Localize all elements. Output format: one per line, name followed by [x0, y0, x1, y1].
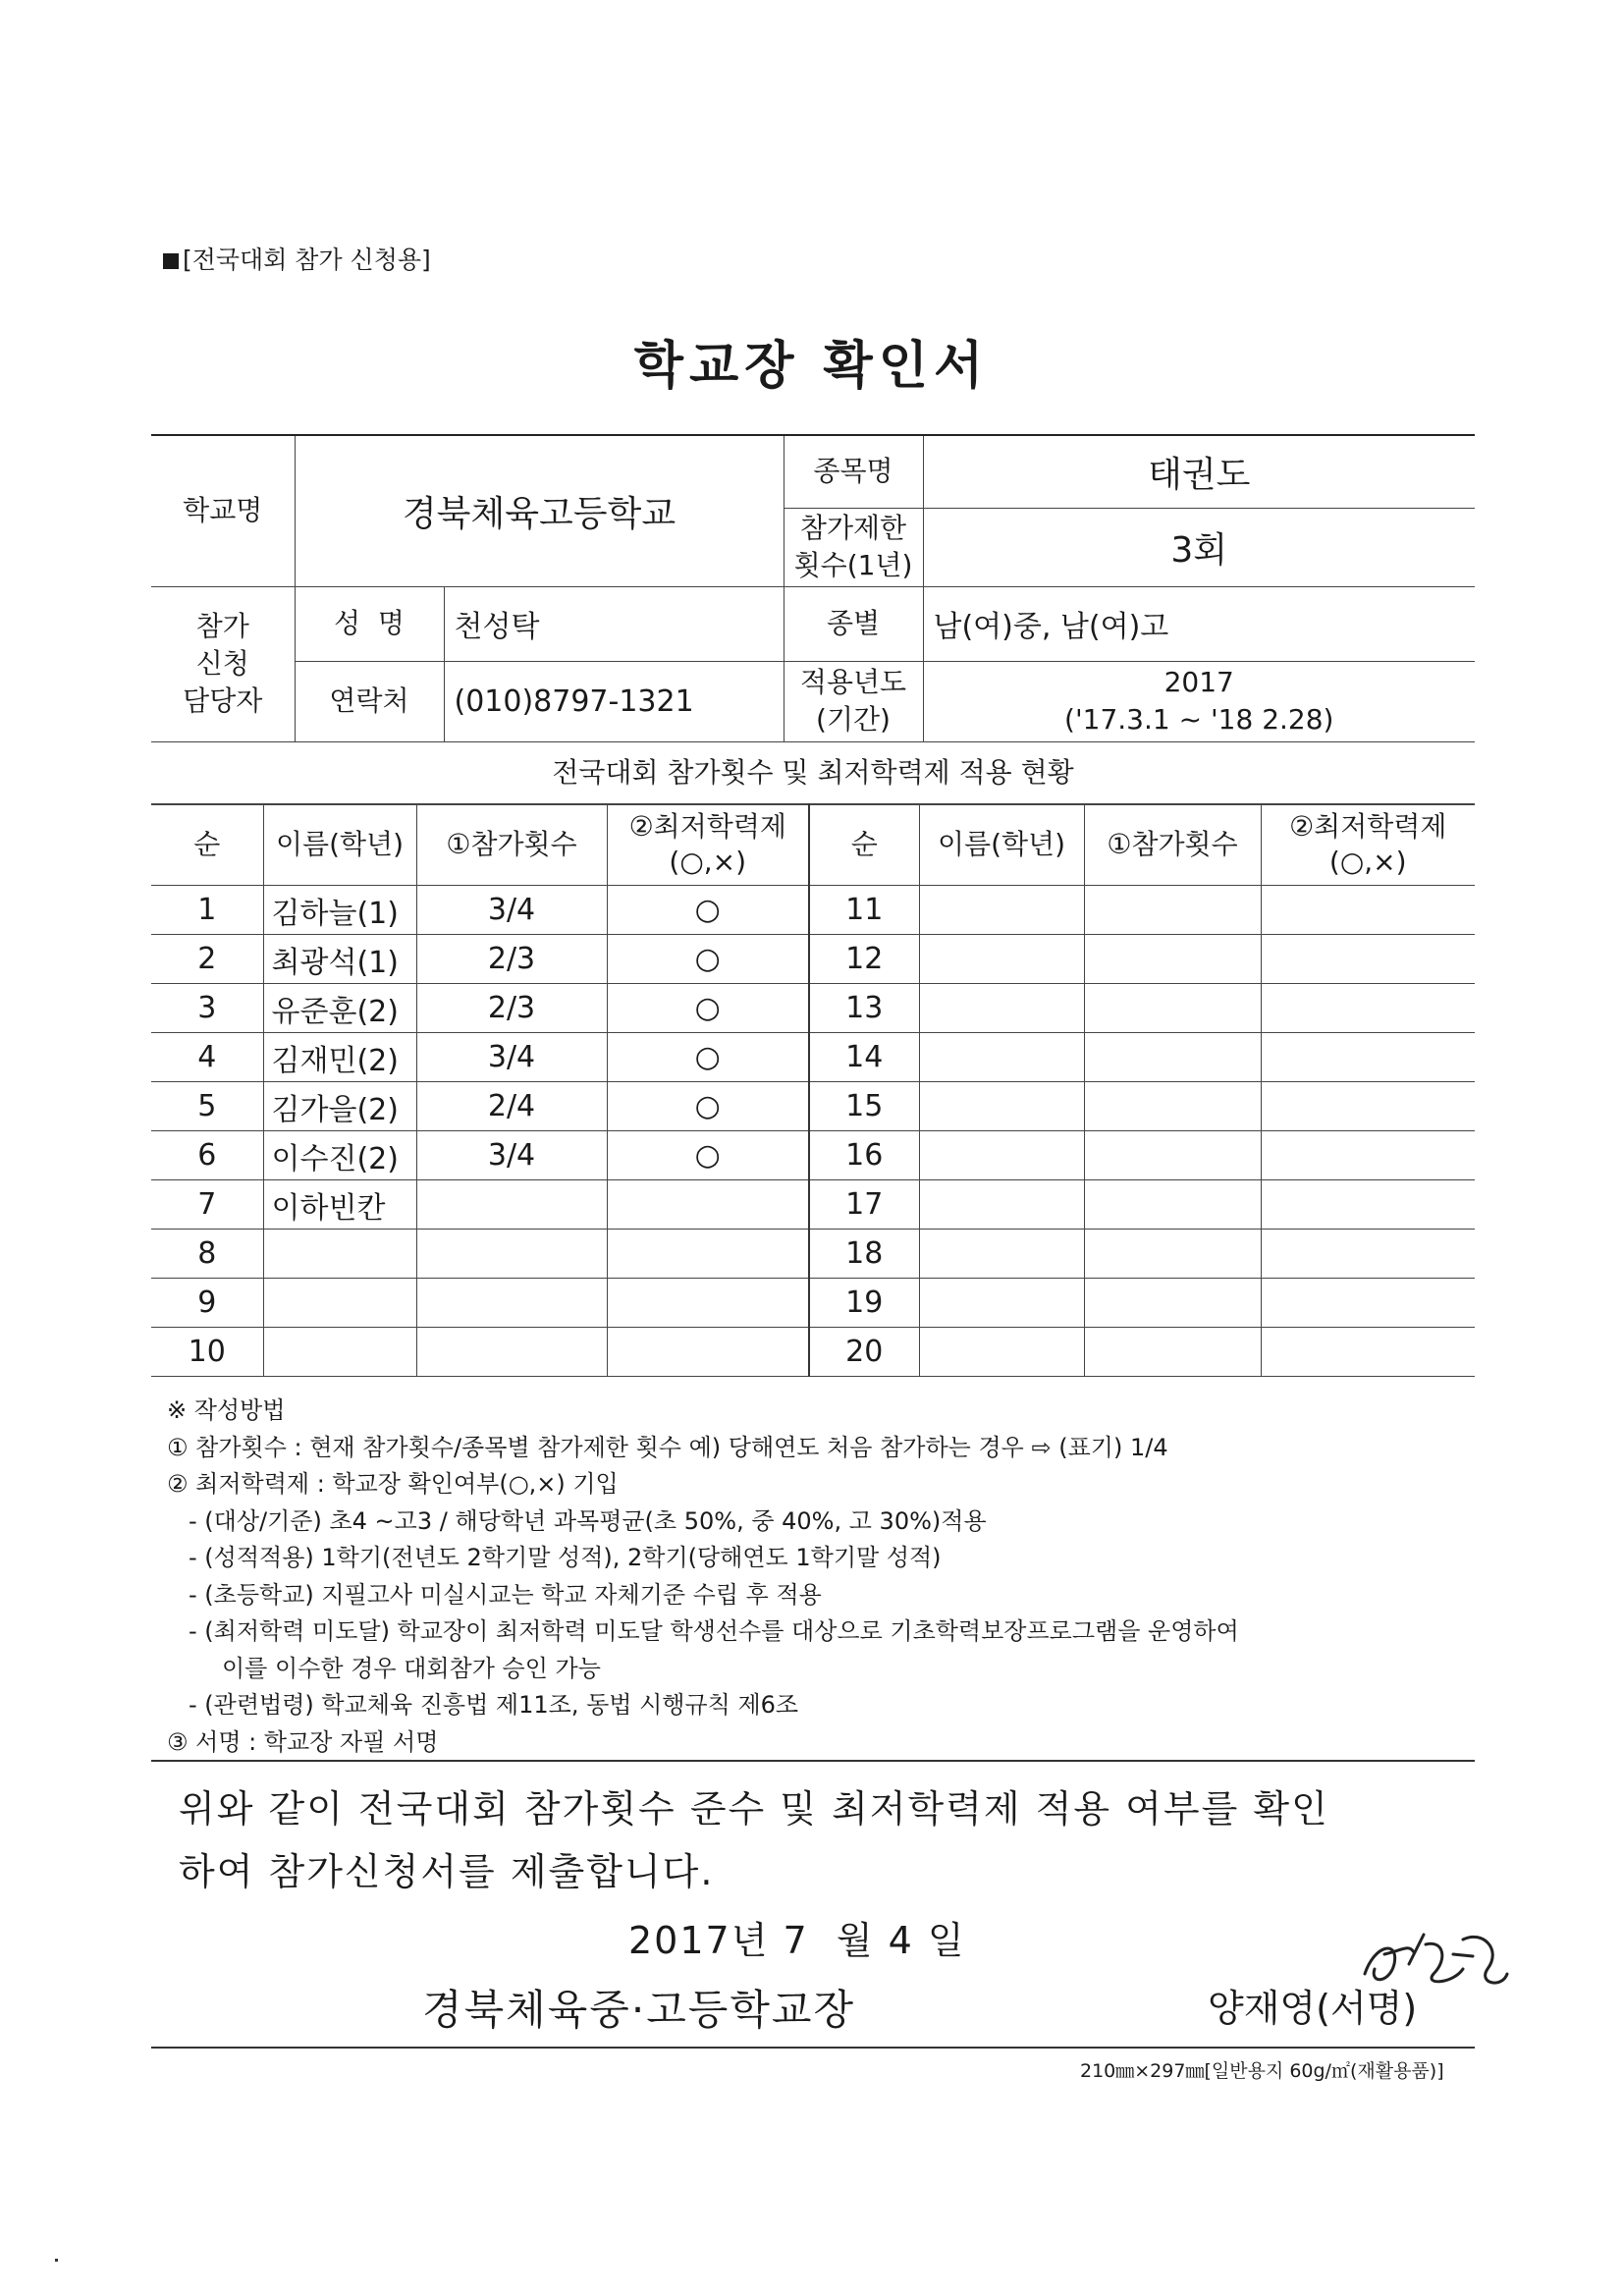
- arrow-right-icon: ⇨: [1031, 1433, 1052, 1461]
- note-3: ③ 서명 : 학교장 자필 서명: [167, 1727, 439, 1756]
- row-name: [263, 1279, 416, 1328]
- row-min: [607, 1180, 809, 1230]
- note-1: ① 참가횟수 : 현재 참가횟수/종목별 참가제한 횟수 예) 당해연도 처음 참가하는 경우 ⇨ (표기) 1/4: [167, 1430, 1239, 1467]
- row-min: [607, 1230, 809, 1279]
- row-name-right: [919, 1328, 1084, 1377]
- row-name-right: [919, 1279, 1084, 1328]
- note-2d: - (최저학력 미도달) 학교장이 최저학력 미도달 학생선수를 대상으로 기초학력보장프로그램을 운영하여: [189, 1617, 1239, 1645]
- period-value: 2017 ('17.3.1 ~ '18 2.28): [923, 661, 1475, 741]
- scan-dot: [55, 2259, 58, 2262]
- limit-value: 3회: [923, 508, 1475, 586]
- table-row: [151, 1082, 1475, 1131]
- note-2c: - (초등학교) 지필고사 미실시교는 학교 자체기준 수립 후 적용: [189, 1580, 822, 1609]
- row-min: ○: [607, 1131, 809, 1180]
- row-min-right: [1261, 1279, 1475, 1328]
- row-no: 3: [151, 984, 263, 1033]
- row-name-right: [919, 886, 1084, 935]
- table-row: [151, 1131, 1475, 1180]
- row-no: 10: [151, 1328, 263, 1377]
- phone-label: 연락처: [295, 661, 444, 741]
- event-value: 태권도: [923, 435, 1475, 508]
- header-count-right: ①참가횟수: [1084, 804, 1261, 886]
- event-label: 종목명: [784, 435, 923, 508]
- status-table-header: [151, 804, 1475, 886]
- row-no-right: 13: [809, 984, 919, 1033]
- row-name: [263, 1230, 416, 1279]
- row-min: [607, 1279, 809, 1328]
- status-table: [151, 803, 1475, 1377]
- row-count: 3/4: [416, 1131, 607, 1180]
- row-no-right: 11: [809, 886, 919, 935]
- table-row: [151, 1033, 1475, 1082]
- school-value: 경북체육고등학교: [295, 435, 784, 586]
- issuer: 경북체육중·고등학교장: [422, 1986, 856, 2034]
- row-no-right: 16: [809, 1131, 919, 1180]
- period-label: 적용년도 (기간): [784, 661, 923, 741]
- row-name: 김하늘(1): [263, 886, 416, 935]
- row-name: 이하빈칸: [263, 1180, 416, 1230]
- divider: [151, 1760, 1475, 1762]
- row-no-right: 19: [809, 1279, 919, 1328]
- info-table: [151, 434, 1475, 805]
- row-no-right: 17: [809, 1180, 919, 1230]
- header-name-right: 이름(학년): [919, 804, 1084, 886]
- row-no: 5: [151, 1082, 263, 1131]
- row-count: [416, 1180, 607, 1230]
- row-min-right: [1261, 984, 1475, 1033]
- table-row: [151, 1230, 1475, 1279]
- row-no: 7: [151, 1180, 263, 1230]
- bottom-divider: [151, 2047, 1475, 2049]
- row-count-right: [1084, 1082, 1261, 1131]
- note-2: ② 최저학력제 : 학교장 확인여부(○,×) 기입: [167, 1470, 619, 1498]
- note-2b: - (성적적용) 1학기(전년도 2학기말 성적), 2학기(당해연도 1학기말 성적): [189, 1544, 942, 1571]
- limit-label: 참가제한 횟수(1년): [784, 508, 923, 586]
- row-name: [263, 1328, 416, 1377]
- row-name-right: [919, 935, 1084, 984]
- row-count-right: [1084, 1180, 1261, 1230]
- row-min-right: [1261, 886, 1475, 935]
- row-min: [607, 1328, 809, 1377]
- row-name-right: [919, 984, 1084, 1033]
- row-count: [416, 1279, 607, 1328]
- table-row: [151, 984, 1475, 1033]
- header-no-right: 순: [809, 804, 919, 886]
- row-min: ○: [607, 1082, 809, 1131]
- row-name-right: [919, 1082, 1084, 1131]
- row-name-right: [919, 1131, 1084, 1180]
- row-min-right: [1261, 1328, 1475, 1377]
- row-name: 최광석(1): [263, 935, 416, 984]
- signer-name: 양재영(서명): [1208, 1987, 1418, 2030]
- writing-instructions: [167, 1393, 1239, 1761]
- square-bullet-icon: [163, 253, 179, 269]
- note-2d-cont: 이를 이수한 경우 대회참가 승인 가능: [222, 1654, 601, 1682]
- form-tag: [163, 241, 431, 276]
- header-count: ①참가횟수: [416, 804, 607, 886]
- notes-heading: ※ 작성방법: [167, 1396, 286, 1424]
- paper-spec: 210㎜×297㎜[일반용지 60g/㎡(재활용품)]: [1080, 2060, 1444, 2082]
- row-count-right: [1084, 1328, 1261, 1377]
- row-count: 2/3: [416, 935, 607, 984]
- row-min-right: [1261, 1082, 1475, 1131]
- row-min-right: [1261, 1033, 1475, 1082]
- name-value: 천성탁: [444, 586, 784, 661]
- row-count: [416, 1230, 607, 1279]
- table-row: [151, 935, 1475, 984]
- row-no-right: 20: [809, 1328, 919, 1377]
- category-value: 남(여)중, 남(여)고: [923, 586, 1475, 661]
- row-min: ○: [607, 984, 809, 1033]
- row-no: 6: [151, 1131, 263, 1180]
- row-count-right: [1084, 1279, 1261, 1328]
- header-min: ②최저학력제 (○,×): [607, 804, 809, 886]
- row-min-right: [1261, 1180, 1475, 1230]
- status-heading: 전국대회 참가횟수 및 최저학력제 적용 현황: [151, 741, 1475, 804]
- row-count: 3/4: [416, 886, 607, 935]
- header-name: 이름(학년): [263, 804, 416, 886]
- row-name-right: [919, 1033, 1084, 1082]
- row-count: 3/4: [416, 1033, 607, 1082]
- row-no: 9: [151, 1279, 263, 1328]
- row-no: 1: [151, 886, 263, 935]
- row-name: 김가을(2): [263, 1082, 416, 1131]
- form-tag-text: [전국대회 참가 신청용]: [183, 246, 431, 274]
- row-min-right: [1261, 1131, 1475, 1180]
- category-label: 종별: [784, 586, 923, 661]
- note-2a: - (대상/기준) 초4 ~고3 / 해당학년 과목평균(초 50%, 중 40%, 고 30%)적용: [189, 1506, 987, 1535]
- row-count-right: [1084, 1033, 1261, 1082]
- table-row: [151, 1328, 1475, 1377]
- document-title: 학교장 확인서: [633, 337, 990, 396]
- row-count-right: [1084, 1230, 1261, 1279]
- issue-date: 2017년 7 월 4 일: [628, 1919, 966, 1962]
- school-label: 학교명: [151, 435, 295, 586]
- row-min-right: [1261, 935, 1475, 984]
- row-min-right: [1261, 1230, 1475, 1279]
- row-min: ○: [607, 1033, 809, 1082]
- row-no-right: 12: [809, 935, 919, 984]
- phone-value: (010)8797-1321: [444, 661, 784, 741]
- row-no: 2: [151, 935, 263, 984]
- row-no-right: 18: [809, 1230, 919, 1279]
- row-name-right: [919, 1230, 1084, 1279]
- conclusion-text: 위와 같이 전국대회 참가횟수 준수 및 최저학력제 적용 여부를 확인 하여 참가신청서를 제출합니다.: [179, 1787, 1329, 1893]
- row-count: [416, 1328, 607, 1377]
- header-min-right: ②최저학력제 (○,×): [1261, 804, 1475, 886]
- row-no: 4: [151, 1033, 263, 1082]
- table-row: [151, 1279, 1475, 1328]
- row-count-right: [1084, 984, 1261, 1033]
- row-name: 유준훈(2): [263, 984, 416, 1033]
- handwritten-signature: [1355, 1915, 1512, 2013]
- row-no-right: 14: [809, 1033, 919, 1082]
- row-min: ○: [607, 886, 809, 935]
- note-2e: - (관련법령) 학교체육 진흥법 제11조, 동법 시행규칙 제6조: [189, 1691, 799, 1719]
- row-no: 8: [151, 1230, 263, 1279]
- contact-label: 참가 신청 담당자: [151, 586, 295, 741]
- table-row: [151, 1180, 1475, 1230]
- row-count: 2/3: [416, 984, 607, 1033]
- name-label: 성 명: [295, 586, 444, 661]
- row-name-right: [919, 1180, 1084, 1230]
- row-count-right: [1084, 1131, 1261, 1180]
- row-count: 2/4: [416, 1082, 607, 1131]
- row-count-right: [1084, 886, 1261, 935]
- row-count-right: [1084, 935, 1261, 984]
- row-no-right: 15: [809, 1082, 919, 1131]
- row-name: 김재민(2): [263, 1033, 416, 1082]
- table-row: [151, 886, 1475, 935]
- row-min: ○: [607, 935, 809, 984]
- header-no: 순: [151, 804, 263, 886]
- row-name: 이수진(2): [263, 1131, 416, 1180]
